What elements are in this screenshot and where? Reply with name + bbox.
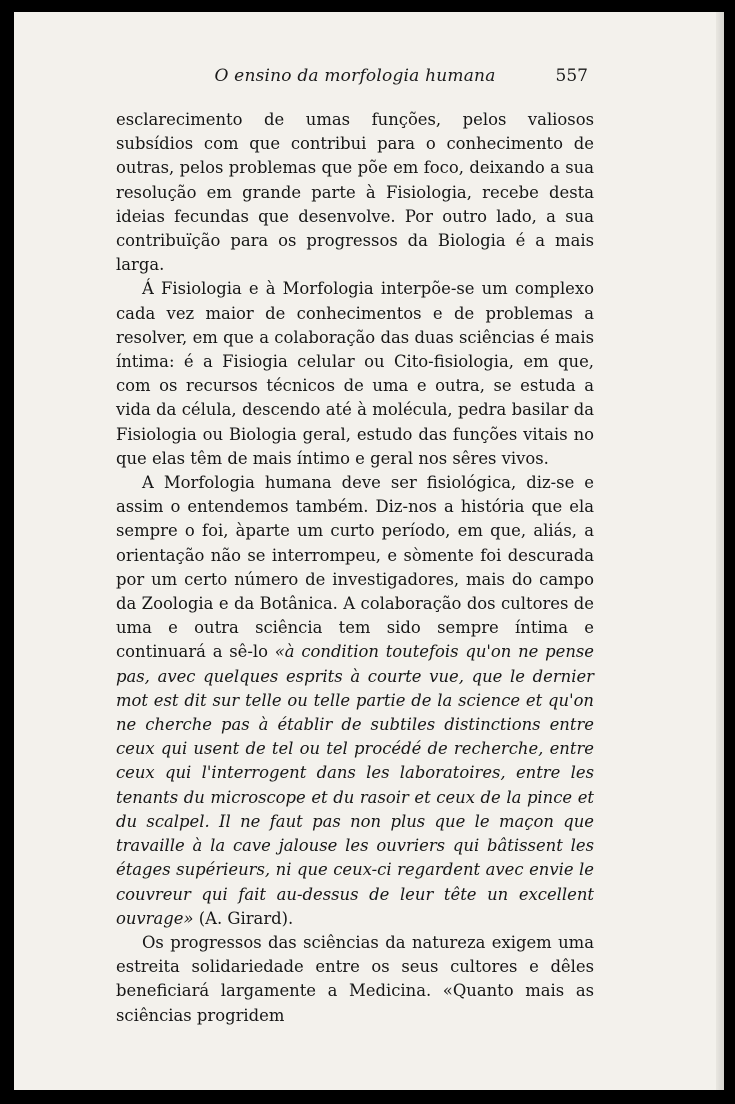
paragraph-3-text: A Morfologia humana deve ser fisiológica, diz-se e assim o entendemos também. Diz-nos a história que ela sempre o foi, àparte um curto período, em que, aliás, a orientação não se interrompeu, e sòmente foi descurada por um certo número de investigadores, mais do campo da Zoologia e da Botânica. A colaboração dos cultores de uma e outra sciência tem sido sempre íntima e continuará a sê-lo — [116, 473, 594, 662]
paragraph-2: Á Fisiologia e à Morfologia interpõe-se um complexo cada vez maior de conhecimentos e de problemas a resolver, em que a colaboração das duas sciências é mais íntima: é a Fisiogia celular ou Cito-fisiologia, em que, com os recursos técnicos de uma e outra, se estuda a vida da célula, descendo até à molécula, pedra basilar da Fisiologia ou Biologia geral, estudo das funções vitais no que elas têm de mais íntimo e geral nos sêres vivos. — [116, 279, 594, 468]
french-quotation: «à condition toutefois qu'on ne pense pas, avec quelques esprits à courte vue, que le dernier mot est dit sur telle ou telle partie de la science et qu'on ne cherche pas à établir de subtiles distinctions entre ceux qui usent de tel ou tel procédé de recherche, entre ceux qui l'interrogent dans les laboratoires, entre les tenants du microscope et du rasoir et ceux de la pince et du scalpel. Il ne faut pas non plus que le maçon que travaille à la cave jalouse les ouvriers qui bâtissent les étages supérieurs, ni que ceux-ci regardent avec envie le couvreur qui fait au-dessus de leur tête un excellent ouvrage» — [116, 642, 594, 928]
running-header — [116, 66, 594, 90]
page-number: 557 — [555, 66, 588, 86]
paragraph-3 — [116, 471, 594, 931]
body-text — [116, 108, 594, 1028]
quotation-attribution: (A. Girard). — [193, 908, 294, 928]
book-page — [14, 12, 724, 1090]
paragraph-1: esclarecimento de umas funções, pelos valiosos subsídios com que contribui para o conhecimento de outras, pelos problemas que põe em foco, deixando a sua resolução em grande parte à Fisiologia, recebe desta ideias fecundas que desenvolve. Por outro lado, a sua contribuïção para os progressos da Biologia é a mais larga. — [116, 110, 594, 275]
page-edge-shadow — [716, 12, 724, 1090]
paragraph-4: Os progressos das sciências da natureza exigem uma estreita solidariedade entre os seus cultores e dêles beneficiará largamente a Medicina. «Quanto mais as sciências progridem — [116, 932, 594, 1025]
running-title: O ensino da morfologia humana — [214, 66, 496, 86]
